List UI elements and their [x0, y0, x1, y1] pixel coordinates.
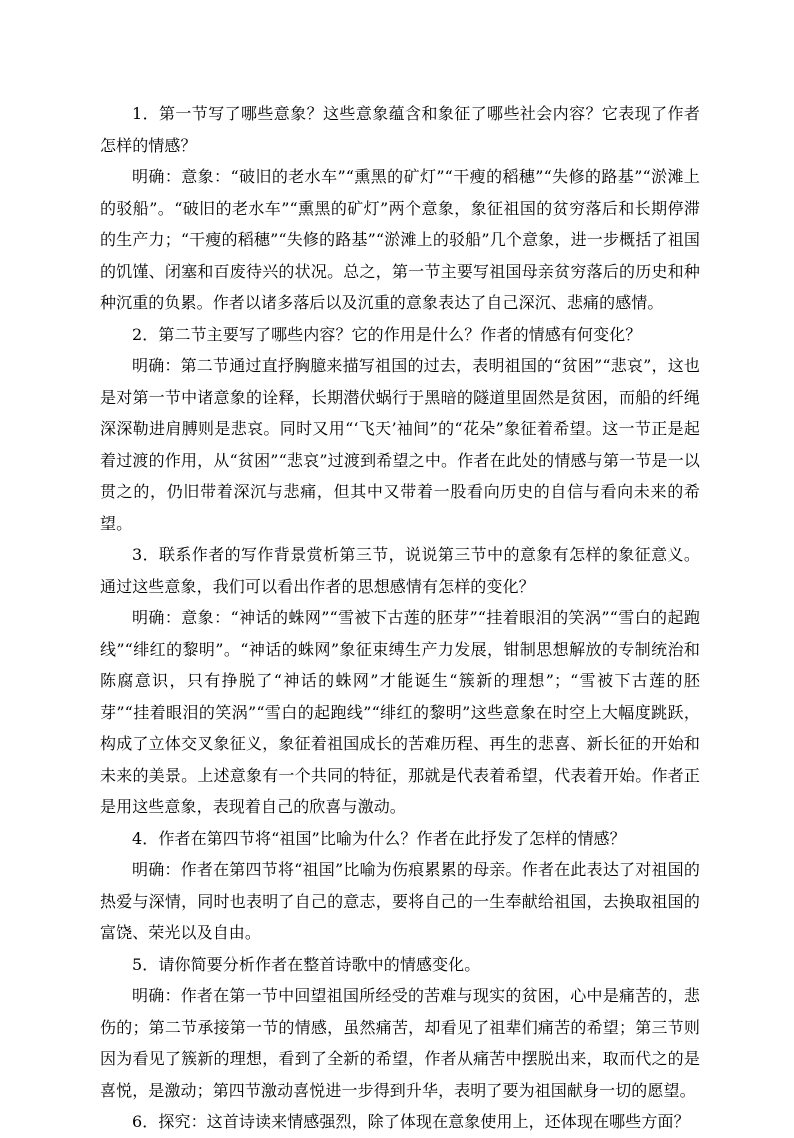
answer-4: 明确：作者在第四节将“祖国”比喻为伤痕累累的母亲。作者在此表达了对祖国的热爱与深情，同时也表明了自己的意志，要将自己的一生奉献给祖国，去换取祖国的富饶、荣光以及自由。: [100, 860, 700, 942]
question-6: 6．探究：这首诗读来情感强烈，除了体现在意象使用上，还体现在哪些方面？: [132, 1112, 690, 1131]
answer-5: 明确：作者在第一节中回望祖国所经受的苦难与现实的贫困，心中是痛苦的，悲伤的；第二节承接第一节的情感，虽然痛苦，却看见了祖辈们痛苦的希望；第三节则因为看见了簇新的理想，看到了全新的希望，作者从痛苦中摆脱出来，取而代之的是喜悦，是激动；第四节激动喜悦进一步得到升华，表明了要为祖国献身一切的愿望。: [100, 986, 700, 1100]
answer-3: 明确：意象：“神话的蛛网”“雪被下古莲的胚芽”“挂着眼泪的笑涡”“雪白的起跑线”“绯红的黎明”。“神话的蛛网”象征束缚生产力发展，钳制思想解放的专制统治和陈腐意识，只有挣脱了“神话的蛛网”才能诞生“簇新的理想”；“雪被下古莲的胚芽”“挂着眼泪的笑涡”“雪白的起跑线”“绯红的黎明”这些意象在时空上大幅度跳跃，构成了立体交叉象征义，象征着祖国成长的苦难历程、再生的悲喜、新长征的开始和未来的美景。上述意象有一个共同的特征，那就是代表着希望，代表着开始。作者正是用这些意象，表现着自己的欣喜与激动。: [100, 608, 700, 816]
question-4: 4．作者在第四节将“祖国”比喻为什么？作者在此抒发了怎样的情感？: [132, 828, 626, 848]
answer-1: 明确：意象：“破旧的老水车”“熏黑的矿灯”“干瘦的稻穗”“失修的路基”“淤滩上的驳船”。“破旧的老水车”“熏黑的矿灯”两个意象，象征祖国的贫穷落后和长期停滞的生产力；“干瘦的稻穗”“失修的路基”“淤滩上的驳船”几个意象，进一步概括了祖国的饥馑、闭塞和百废待兴的状况。总之，第一节主要写祖国母亲贫穷落后的历史和种种沉重的负累。作者以诸多落后以及沉重的意象表达了自己深沉、悲痛的感情。: [100, 167, 700, 312]
question-2: 2．第二节主要写了哪些内容？它的作用是什么？作者的情感有何变化？: [132, 324, 642, 344]
question-3: 3．联系作者的写作背景赏析第三节，说说第三节中的意象有怎样的象征意义。通过这些意象，我们可以看出作者的思想感情有怎样的变化？: [100, 545, 700, 596]
document-content: [100, 98, 700, 1138]
question-1: 1．第一节写了哪些意象？这些意象蕴含和象征了哪些社会内容？它表现了作者怎样的情感？: [100, 104, 700, 155]
answer-2: 明确：第二节通过直抒胸臆来描写祖国的过去，表明祖国的“贫困”“悲哀”，这也是对第一节中诸意象的诠释，长期潜伏蜗行于黑暗的隧道里固然是贫困，而船的纤绳深深勒进肩膊则是悲哀。同时又用“‘飞天’袖间”的“花朵”象征着希望。这一节正是起着过渡的作用，从“贫困”“悲哀”过渡到希望之中。作者在此处的情感与第一节是一以贯之的，仍旧带着深沉与悲痛，但其中又带着一股看向历史的自信与看向未来的希望。: [100, 356, 700, 533]
question-5: 5．请你简要分析作者在整首诗歌中的情感变化。: [132, 954, 481, 974]
